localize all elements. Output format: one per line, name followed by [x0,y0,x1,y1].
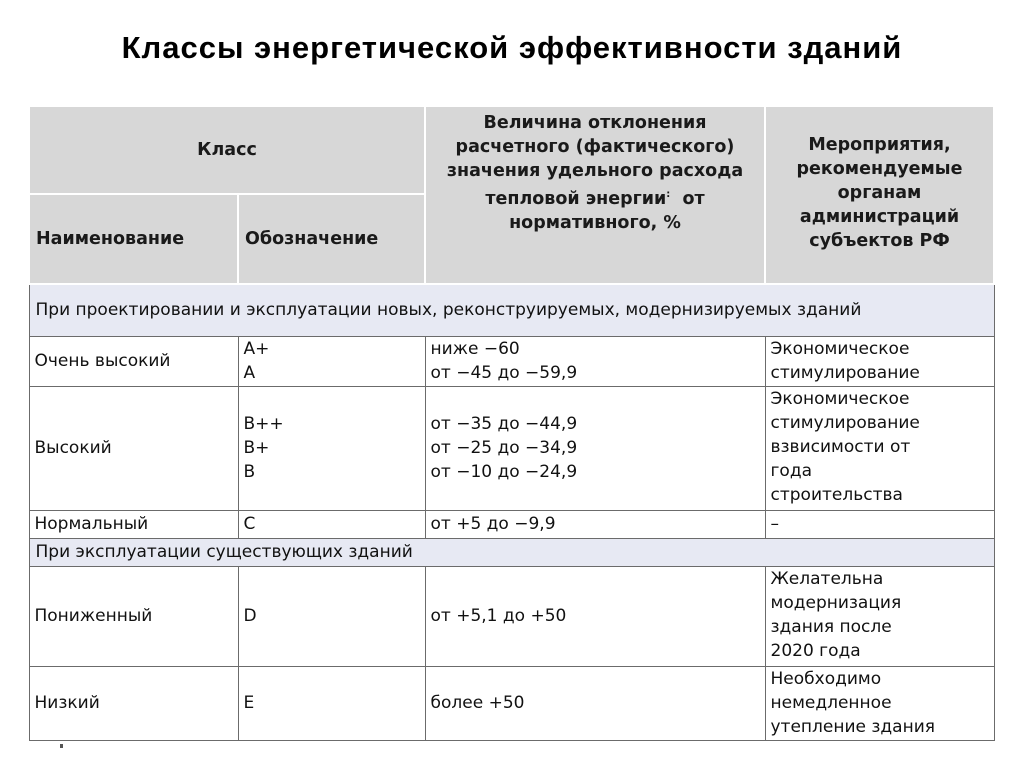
header-measures-line: субъектов РФ [809,231,950,251]
row-deviations: от +5 до −9,9 [425,510,765,538]
table-row [29,386,994,510]
table-row [29,510,994,538]
header-class: Класс [29,106,425,194]
row-name: Нормальный [29,510,238,538]
header-measures [765,106,994,284]
row-measures: Необходимо немедленное утепление здания [765,666,994,740]
row-deviations: ниже −60 от −45 до −59,9 [425,336,765,386]
row-measures: – [765,510,994,538]
table-row [29,666,994,740]
row-measures: Экономическое стимулирование [765,336,994,386]
row-codes: C [238,510,425,538]
row-deviations: от +5,1 до +50 [425,566,765,666]
row-codes: D [238,566,425,666]
header-name: Наименование [29,194,238,284]
section-header: При проектировании и эксплуатации новых, реконструируемых, модернизируемых зданий [29,284,994,336]
row-codes: B++ B+ B [238,386,425,510]
row-codes: E [238,666,425,740]
row-name: Высокий [29,386,238,510]
row-name: Низкий [29,666,238,740]
header-measures-line: органам [837,183,922,203]
slide-title: Классы энергетической эффективности зданий [121,30,903,65]
header-measures-line: администраций [799,207,960,227]
table-row [29,336,994,386]
energy-class-table [28,105,995,741]
row-measures: Экономическое стимулирование взвисимости от года строительства [765,386,994,510]
header-deviation-line: энергии: от [585,188,705,209]
table-row [29,566,994,666]
table-body [29,284,994,740]
row-measures: Желательна модернизация здания после 2020 года [765,566,994,666]
header-deviation-line: Величина отклонения [483,113,707,133]
header-measures-line: рекомендуемые [796,159,963,179]
row-deviations: от −35 до −44,9 от −25 до −34,9 от −10 до −24,9 [425,386,765,510]
header-deviation-line: значения удельного [446,161,654,181]
table-header [29,106,994,284]
header-deviation-line: (фактического) [575,137,735,157]
row-deviations: более +50 [425,666,765,740]
decorative-mark [60,744,63,748]
row-codes: A+ A [238,336,425,386]
header-deviation-line: нормативного, % [509,212,681,233]
header-measures-line: Мероприятия, [808,135,951,155]
header-designation: Обозначение [238,194,425,284]
row-name: Пониженный [29,566,238,666]
row-name: Очень высокий [29,336,238,386]
section-header: При эксплуатации существующих зданий [29,538,994,566]
header-deviation [425,106,765,284]
header-deviation-line: расчетного [455,137,570,157]
header-deviation-line: расхода тепловой [485,161,744,209]
